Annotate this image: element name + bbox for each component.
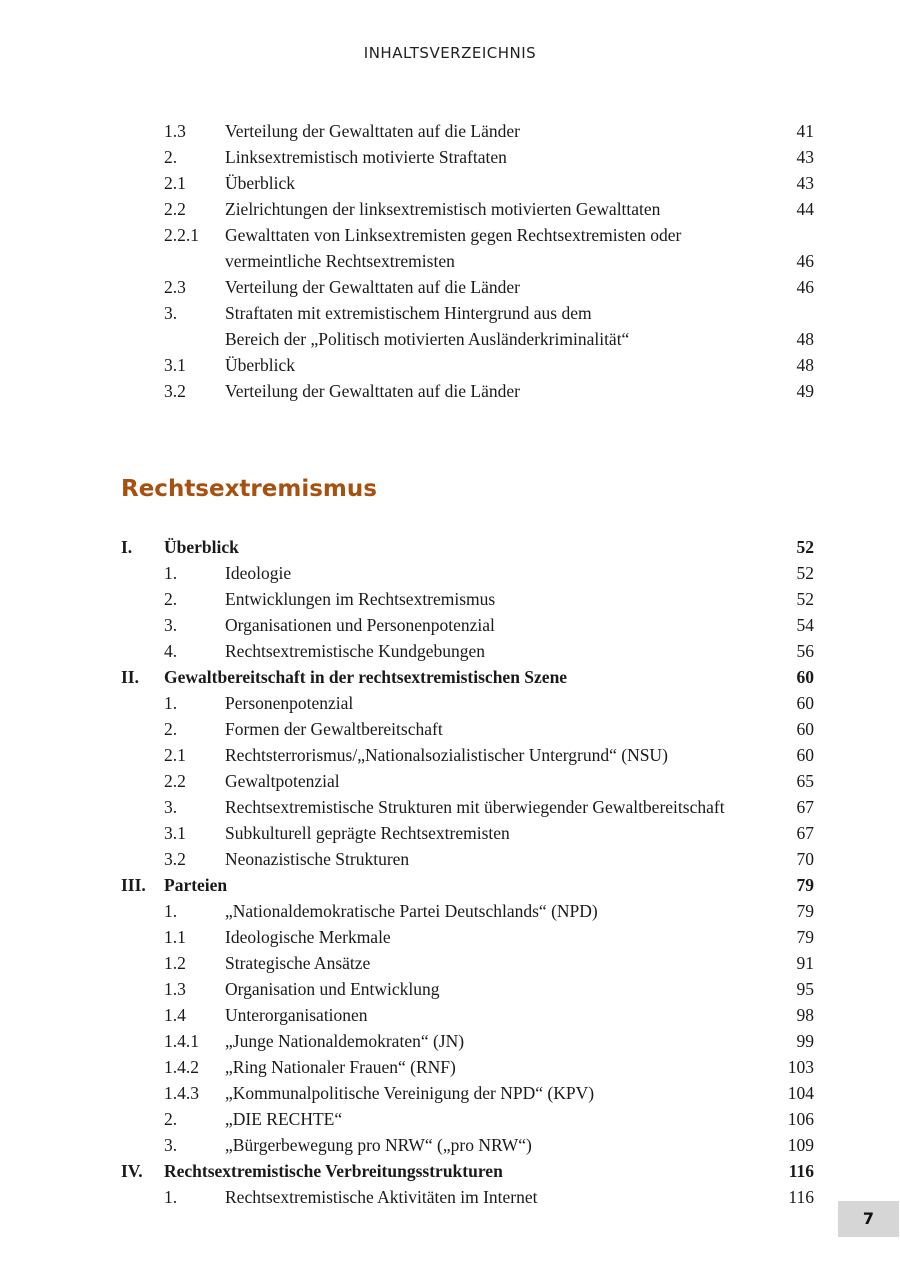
entry-title: Strategische Ansätze [225, 953, 371, 973]
entry-number: 1.4.1 [164, 1031, 199, 1051]
running-head: INHALTSVERZEICHNIS [363, 44, 537, 62]
chapter-numeral: IV. [121, 1161, 143, 1181]
entry-number: 3. [164, 303, 178, 323]
toc-chapter[interactable] [0, 534, 900, 560]
toc-entry[interactable] [0, 638, 900, 664]
entry-page: 43 [796, 147, 814, 167]
toc-entry-continuation[interactable] [0, 326, 900, 352]
chapter-page: 52 [796, 537, 814, 557]
entry-page: 91 [796, 953, 814, 973]
toc-entry[interactable] [0, 950, 900, 976]
toc-entry[interactable] [0, 560, 900, 586]
entry-number: 1.4.3 [164, 1083, 199, 1103]
entry-page: 67 [796, 797, 814, 817]
entry-title: Rechtsterrorismus/„Nationalsozialistischer Untergrund“ (NSU) [225, 745, 668, 765]
entry-number: 1. [164, 1187, 178, 1207]
entry-number: 1.3 [164, 121, 186, 141]
entry-number: 3.2 [164, 849, 186, 869]
entry-page: 46 [796, 251, 814, 271]
entry-page: 52 [796, 563, 814, 583]
section-heading: Rechtsextremismus [121, 476, 377, 502]
entry-page: 99 [796, 1031, 814, 1051]
toc-entry[interactable] [0, 586, 900, 612]
entry-title: Straftaten mit extremistischem Hintergrund aus dem [225, 303, 592, 323]
entry-page: 54 [796, 615, 814, 635]
toc-entry[interactable] [0, 924, 900, 950]
entry-number: 3.1 [164, 355, 186, 375]
toc-entry-continuation[interactable] [0, 248, 900, 274]
toc-entry[interactable] [0, 846, 900, 872]
entry-title: Entwicklungen im Rechtsextremismus [225, 589, 496, 609]
entry-title: Überblick [225, 173, 295, 193]
entry-page: 67 [796, 823, 814, 843]
toc-entry[interactable] [0, 1054, 900, 1080]
entry-title: „Bürgerbewegung pro NRW“ („pro NRW“) [225, 1135, 532, 1155]
toc-entry[interactable] [0, 1002, 900, 1028]
entry-page: 60 [796, 745, 814, 765]
entry-title: Zielrichtungen der linksextremistisch motivierten Gewalttaten [225, 199, 661, 219]
toc-entry[interactable] [0, 898, 900, 924]
entry-title: Rechtsextremistische Kundgebungen [225, 641, 486, 661]
chapter-title: Überblick [164, 537, 239, 557]
entry-page: 41 [796, 121, 814, 141]
chapter-page: 116 [788, 1161, 814, 1181]
entry-number: 2. [164, 719, 178, 739]
entry-number: 2.3 [164, 277, 186, 297]
entry-title: „Ring Nationaler Frauen“ (RNF) [225, 1057, 456, 1077]
toc-entry[interactable] [0, 1106, 900, 1132]
entry-page: 46 [796, 277, 814, 297]
entry-page: 98 [796, 1005, 814, 1025]
entry-title: „Junge Nationaldemokraten“ (JN) [225, 1031, 465, 1051]
entry-number: 4. [164, 641, 178, 661]
entry-title: Organisation und Entwicklung [225, 979, 440, 999]
entry-title: Personenpotenzial [225, 693, 354, 713]
toc-entry[interactable] [0, 976, 900, 1002]
entry-page: 60 [796, 693, 814, 713]
entry-page: 109 [787, 1135, 814, 1155]
entry-page: 95 [796, 979, 814, 999]
toc-entry[interactable] [0, 742, 900, 768]
toc-chapter[interactable] [0, 1158, 900, 1184]
toc-entry[interactable] [0, 300, 900, 326]
entry-title: Organisationen und Personenpotenzial [225, 615, 495, 635]
chapter-title: Gewaltbereitschaft in der rechtsextremistischen Szene [164, 667, 568, 687]
entry-number: 1.4 [164, 1005, 186, 1025]
entry-number: 2. [164, 1109, 178, 1129]
entry-title: Ideologische Merkmale [225, 927, 391, 947]
entry-title: Bereich der „Politisch motivierten Ausländerkriminalität“ [225, 329, 630, 349]
entry-number: 3.1 [164, 823, 186, 843]
entry-page: 43 [796, 173, 814, 193]
entry-title: Überblick [225, 355, 295, 375]
entry-page: 52 [796, 589, 814, 609]
entry-number: 1.1 [164, 927, 186, 947]
entry-number: 2.2 [164, 771, 186, 791]
entry-title: Gewaltpotenzial [225, 771, 340, 791]
toc-entry[interactable] [0, 1028, 900, 1054]
chapter-numeral: II. [121, 667, 139, 687]
entry-page: 56 [796, 641, 814, 661]
toc-entry[interactable] [0, 170, 900, 196]
chapter-page: 60 [796, 667, 814, 687]
entry-number: 2.2 [164, 199, 186, 219]
entry-title: Rechtsextremistische Strukturen mit überwiegender Gewaltbereitschaft [225, 797, 725, 817]
chapter-numeral: III. [121, 875, 146, 895]
entry-title: Verteilung der Gewalttaten auf die Länder [225, 277, 520, 297]
chapter-title: Parteien [164, 875, 228, 895]
entry-page: 44 [796, 199, 814, 219]
entry-page: 49 [796, 381, 814, 401]
toc-entry[interactable] [0, 1080, 900, 1106]
toc-entry[interactable] [0, 1184, 900, 1210]
entry-title: „Kommunalpolitische Vereinigung der NPD“ (KPV) [225, 1083, 595, 1103]
toc-entry[interactable] [0, 690, 900, 716]
entry-title: Rechtsextremistische Aktivitäten im Internet [225, 1187, 538, 1207]
entry-number: 1.3 [164, 979, 186, 999]
entry-number: 2. [164, 589, 178, 609]
entry-title: Unterorganisationen [225, 1005, 368, 1025]
entry-number: 1.4.2 [164, 1057, 199, 1077]
toc-entry[interactable] [0, 378, 900, 404]
entry-number: 2.2.1 [164, 225, 199, 245]
entry-title: Ideologie [225, 563, 292, 583]
entry-title: Verteilung der Gewalttaten auf die Länder [225, 381, 520, 401]
entry-number: 1. [164, 901, 178, 921]
entry-number: 3. [164, 1135, 178, 1155]
toc-entry[interactable] [0, 274, 900, 300]
entry-number: 1. [164, 693, 178, 713]
toc-entry[interactable] [0, 196, 900, 222]
toc-entry[interactable] [0, 1132, 900, 1158]
toc-chapter[interactable] [0, 872, 900, 898]
entry-title: Verteilung der Gewalttaten auf die Länder [225, 121, 520, 141]
entry-page: 116 [788, 1187, 814, 1207]
entry-title: Linksextremistisch motivierte Straftaten [225, 147, 507, 167]
toc-entry[interactable] [0, 768, 900, 794]
entry-number: 3. [164, 615, 178, 635]
entry-title: Gewalttaten von Linksextremisten gegen Rechtsextremisten oder [225, 225, 682, 245]
entry-title: vermeintliche Rechtsextremisten [225, 251, 455, 271]
chapter-page: 79 [796, 875, 814, 895]
chapter-numeral: I. [121, 537, 133, 557]
toc-entry[interactable] [0, 716, 900, 742]
entry-title: Formen der Gewaltbereitschaft [225, 719, 443, 739]
entry-page: 103 [787, 1057, 814, 1077]
toc-entry[interactable] [0, 144, 900, 170]
toc-entry[interactable] [0, 794, 900, 820]
entry-page: 70 [796, 849, 814, 869]
entry-title: „DIE RECHTE“ [225, 1109, 343, 1129]
entry-number: 1. [164, 563, 178, 583]
entry-number: 3. [164, 797, 178, 817]
entry-number: 2. [164, 147, 178, 167]
toc-entry[interactable] [0, 820, 900, 846]
toc-entry[interactable] [0, 222, 900, 248]
entry-title: Neonazistische Strukturen [225, 849, 410, 869]
entry-title: „Nationaldemokratische Partei Deutschlands“ (NPD) [225, 901, 598, 921]
toc-entry[interactable] [0, 352, 900, 378]
entry-page: 48 [796, 355, 814, 375]
entry-page: 48 [796, 329, 814, 349]
entry-page: 79 [796, 927, 814, 947]
entry-page: 60 [796, 719, 814, 739]
entry-page: 106 [787, 1109, 814, 1129]
toc-entry[interactable] [0, 612, 900, 638]
page-number: 7 [838, 1201, 899, 1237]
entry-title: Subkulturell geprägte Rechtsextremisten [225, 823, 510, 843]
entry-page: 104 [787, 1083, 814, 1103]
entry-number: 3.2 [164, 381, 186, 401]
entry-number: 2.1 [164, 173, 186, 193]
chapter-title: Rechtsextremistische Verbreitungsstrukturen [164, 1161, 503, 1181]
entry-page: 79 [796, 901, 814, 921]
entry-number: 2.1 [164, 745, 186, 765]
toc-chapter[interactable] [0, 664, 900, 690]
entry-number: 1.2 [164, 953, 186, 973]
entry-page: 65 [796, 771, 814, 791]
toc-entry[interactable] [0, 118, 900, 144]
